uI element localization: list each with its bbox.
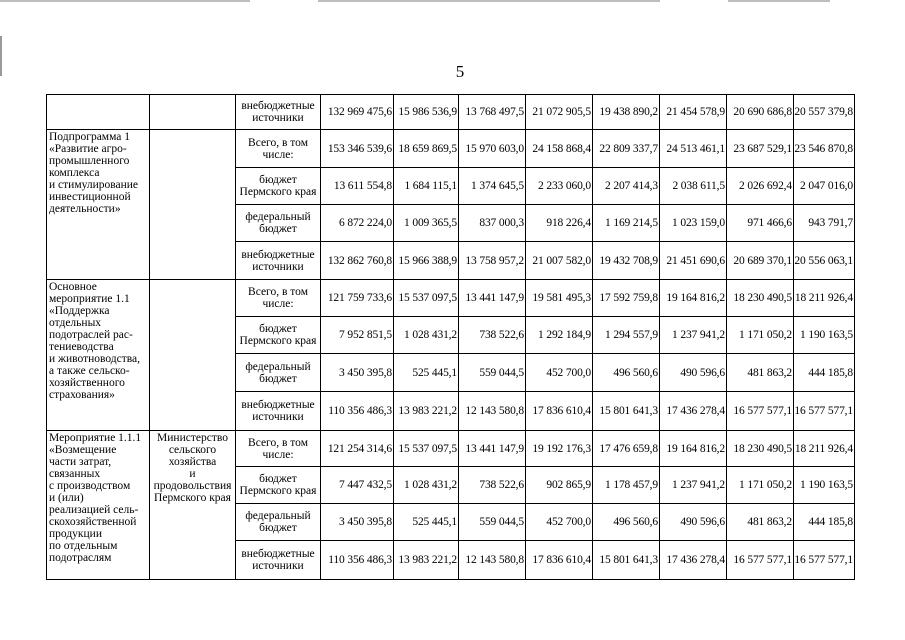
amount-cell: 17 592 759,8	[593, 280, 660, 317]
amount-cell: 7 447 432,5	[321, 467, 394, 504]
amount-cell: 918 226,4	[526, 205, 593, 242]
amount-cell: 837 000,3	[459, 205, 526, 242]
amount-cell: 12 143 580,8	[459, 392, 526, 431]
amount-cell: 1 171 050,2	[727, 317, 794, 354]
amount-cell: 452 700,0	[526, 504, 593, 541]
executor-name: Министерство сельского хозяйства и продовольствия Пермского края	[153, 432, 232, 504]
amount-cell: 110 356 486,3	[321, 392, 394, 431]
amount-cell: 15 537 097,5	[394, 280, 459, 317]
amount-cell: 444 185,8	[794, 354, 855, 392]
executor-cell	[150, 130, 236, 280]
amount-cell: 1 684 115,1	[394, 168, 459, 205]
amount-cell: 15 537 097,5	[394, 431, 459, 467]
table-row	[47, 280, 855, 317]
table-row	[47, 431, 855, 467]
amount-cell: 15 801 641,3	[593, 541, 660, 580]
amount-cell: 19 438 890,2	[593, 95, 660, 130]
amount-cell: 2 207 414,3	[593, 168, 660, 205]
amount-cell: 15 801 641,3	[593, 392, 660, 431]
amount-cell: 1 023 159,0	[660, 205, 727, 242]
program-name-cell	[47, 95, 150, 130]
amount-cell: 490 596,6	[660, 504, 727, 541]
amount-cell: 1 294 557,9	[593, 317, 660, 354]
amount-cell: 13 768 497,5	[459, 95, 526, 130]
funding-source-cell: бюджет Пермского края	[236, 168, 321, 205]
amount-cell: 525 445,1	[394, 504, 459, 541]
amount-cell: 23 546 870,8	[794, 130, 855, 168]
amount-cell: 1 374 645,5	[459, 168, 526, 205]
amount-cell: 16 577 577,1	[794, 392, 855, 431]
amount-cell: 490 596,6	[660, 354, 727, 392]
amount-cell: 1 171 050,2	[727, 467, 794, 504]
amount-cell: 15 986 536,9	[394, 95, 459, 130]
amount-cell: 16 577 577,1	[794, 541, 855, 580]
amount-cell: 121 759 733,6	[321, 280, 394, 317]
amount-cell: 20 557 379,8	[794, 95, 855, 130]
program-name: Основное мероприятие 1.1 «Поддержка отдельных подотраслей рас- тениеводства и животноводства, а также сельско- хозяйственного страхования»	[49, 281, 141, 401]
program-name-cell	[47, 431, 150, 580]
amount-cell: 15 970 603,0	[459, 130, 526, 168]
amount-cell: 17 476 659,8	[593, 431, 660, 467]
table-row	[47, 130, 855, 168]
amount-cell: 17 436 278,4	[660, 541, 727, 580]
budget-table	[46, 94, 855, 580]
amount-cell: 971 466,6	[727, 205, 794, 242]
amount-cell: 16 577 577,1	[727, 392, 794, 431]
funding-source-cell: Всего, в том числе:	[236, 280, 321, 317]
amount-cell: 20 690 686,8	[727, 95, 794, 130]
amount-cell: 13 441 147,9	[459, 280, 526, 317]
amount-cell: 21 072 905,5	[526, 95, 593, 130]
amount-cell: 1 237 941,2	[660, 317, 727, 354]
amount-cell: 21 454 578,9	[660, 95, 727, 130]
amount-cell: 7 952 851,5	[321, 317, 394, 354]
amount-cell: 1 028 431,2	[394, 317, 459, 354]
funding-source-cell: бюджет Пермского края	[236, 467, 321, 504]
executor-cell	[150, 280, 236, 431]
amount-cell: 18 230 490,5	[727, 280, 794, 317]
amount-cell: 18 659 869,5	[394, 130, 459, 168]
funding-source-cell: внебюджетные источники	[236, 541, 321, 580]
amount-cell: 24 513 461,1	[660, 130, 727, 168]
amount-cell: 13 611 554,8	[321, 168, 394, 205]
amount-cell: 15 966 388,9	[394, 242, 459, 280]
amount-cell: 132 862 760,8	[321, 242, 394, 280]
amount-cell: 19 432 708,9	[593, 242, 660, 280]
program-name-cell	[47, 130, 150, 280]
amount-cell: 19 192 176,3	[526, 431, 593, 467]
executor-cell	[150, 95, 236, 130]
amount-cell: 496 560,6	[593, 504, 660, 541]
amount-cell: 19 581 495,3	[526, 280, 593, 317]
amount-cell: 121 254 314,6	[321, 431, 394, 467]
amount-cell: 559 044,5	[459, 504, 526, 541]
amount-cell: 1 178 457,9	[593, 467, 660, 504]
top-edge-line	[318, 0, 660, 2]
amount-cell: 452 700,0	[526, 354, 593, 392]
amount-cell: 496 560,6	[593, 354, 660, 392]
amount-cell: 18 211 926,4	[794, 431, 855, 467]
amount-cell: 943 791,7	[794, 205, 855, 242]
amount-cell: 525 445,1	[394, 354, 459, 392]
table-row	[47, 95, 855, 130]
amount-cell: 19 164 816,2	[660, 280, 727, 317]
amount-cell: 2 233 060,0	[526, 168, 593, 205]
amount-cell: 24 158 868,4	[526, 130, 593, 168]
amount-cell: 1 028 431,2	[394, 467, 459, 504]
funding-source-cell: внебюджетные источники	[236, 392, 321, 431]
amount-cell: 3 450 395,8	[321, 354, 394, 392]
amount-cell: 1 292 184,9	[526, 317, 593, 354]
executor-cell	[150, 431, 236, 580]
amount-cell: 559 044,5	[459, 354, 526, 392]
funding-source-cell: Всего, в том числе:	[236, 130, 321, 168]
top-edge-line	[0, 0, 250, 2]
amount-cell: 444 185,8	[794, 504, 855, 541]
amount-cell: 18 230 490,5	[727, 431, 794, 467]
amount-cell: 1 169 214,5	[593, 205, 660, 242]
amount-cell: 21 007 582,0	[526, 242, 593, 280]
amount-cell: 2 047 016,0	[794, 168, 855, 205]
amount-cell: 2 026 692,4	[727, 168, 794, 205]
funding-source-cell: федеральный бюджет	[236, 354, 321, 392]
amount-cell: 12 143 580,8	[459, 541, 526, 580]
left-margin-rule	[0, 36, 2, 76]
amount-cell: 2 038 611,5	[660, 168, 727, 205]
program-name: Подпрограмма 1 «Развитие агро- промышленного комплекса и стимулирование инвестиционной деятельности»	[49, 131, 139, 215]
program-name-cell	[47, 280, 150, 431]
page-number: 5	[455, 62, 465, 81]
amount-cell: 1 190 163,5	[794, 317, 855, 354]
amount-cell: 13 441 147,9	[459, 431, 526, 467]
amount-cell: 132 969 475,6	[321, 95, 394, 130]
funding-source-cell: федеральный бюджет	[236, 205, 321, 242]
amount-cell: 13 983 221,2	[394, 392, 459, 431]
amount-cell: 17 836 610,4	[526, 541, 593, 580]
program-name: Мероприятие 1.1.1 «Возмещение части затрат, связанных с производством и (или) реализацией сель- скохозяйственной продукции по отдельным подотраслям	[49, 432, 142, 564]
amount-cell: 3 450 395,8	[321, 504, 394, 541]
amount-cell: 1 009 365,5	[394, 205, 459, 242]
amount-cell: 738 522,6	[459, 317, 526, 354]
top-edge-line	[728, 0, 830, 2]
amount-cell: 481 863,2	[727, 354, 794, 392]
amount-cell: 17 436 278,4	[660, 392, 727, 431]
amount-cell: 16 577 577,1	[727, 541, 794, 580]
amount-cell: 20 689 370,1	[727, 242, 794, 280]
amount-cell: 20 556 063,1	[794, 242, 855, 280]
amount-cell: 22 809 337,7	[593, 130, 660, 168]
funding-source-cell: бюджет Пермского края	[236, 317, 321, 354]
amount-cell: 13 983 221,2	[394, 541, 459, 580]
amount-cell: 1 190 163,5	[794, 467, 855, 504]
amount-cell: 153 346 539,6	[321, 130, 394, 168]
amount-cell: 21 451 690,6	[660, 242, 727, 280]
amount-cell: 1 237 941,2	[660, 467, 727, 504]
amount-cell: 17 836 610,4	[526, 392, 593, 431]
funding-source-cell: федеральный бюджет	[236, 504, 321, 541]
amount-cell: 19 164 816,2	[660, 431, 727, 467]
amount-cell: 6 872 224,0	[321, 205, 394, 242]
funding-source-cell: внебюджетные источники	[236, 95, 321, 130]
funding-source-cell: внебюджетные источники	[236, 242, 321, 280]
amount-cell: 18 211 926,4	[794, 280, 855, 317]
amount-cell: 23 687 529,1	[727, 130, 794, 168]
amount-cell: 110 356 486,3	[321, 541, 394, 580]
amount-cell: 738 522,6	[459, 467, 526, 504]
amount-cell: 13 758 957,2	[459, 242, 526, 280]
funding-source-cell: Всего, в том числе:	[236, 431, 321, 467]
amount-cell: 481 863,2	[727, 504, 794, 541]
amount-cell: 902 865,9	[526, 467, 593, 504]
